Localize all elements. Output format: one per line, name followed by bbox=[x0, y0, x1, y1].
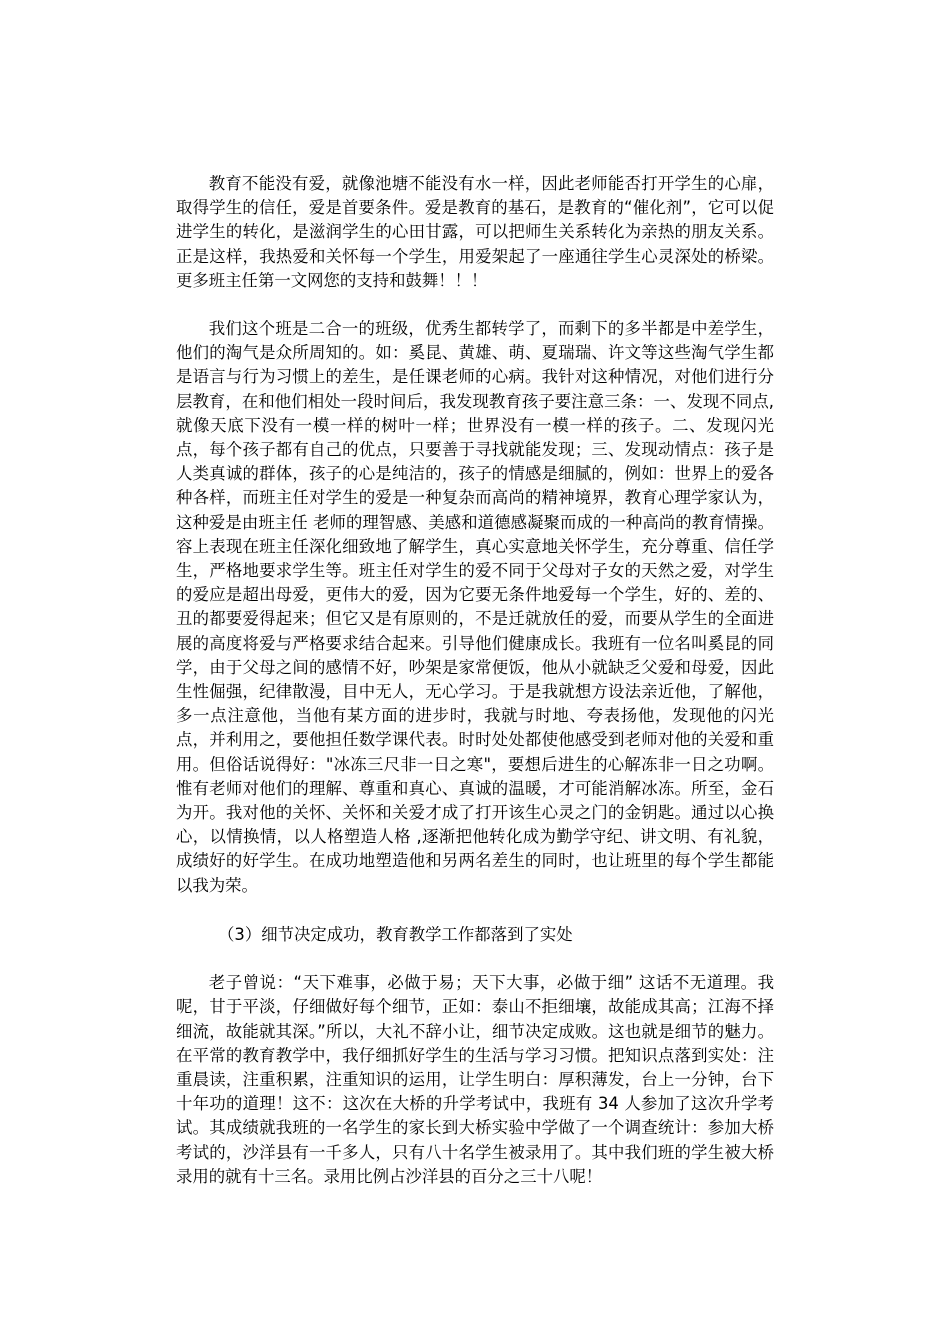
section-heading: （3）细节决定成功，教育教学工作都落到了实处 bbox=[218, 924, 573, 944]
paragraph-spacer bbox=[176, 898, 774, 923]
paragraph-spacer bbox=[176, 947, 774, 971]
paragraph-spacer bbox=[176, 293, 774, 317]
paragraph-class-story: 我们这个班是二合一的班级，优秀生都转学了，而剩下的多半都是中差学生，他们的淘气是众所周知的。如：奚昆、黄雄、萌、夏瑞瑞、许文等这些淘气学生都是语言与行为习惯上的差生，是任课老师的心病。我针对这种情况，对他们进行分层教育，在和他们相处一段时间后，我发现教育孩子要注意三条：一、发现不同点,就像天底下没有一模一样的树叶一样；世界没有一模一样的孩子。二、发现闪光点，每个孩子都有自己的优点，只要善于寻找就能发现；三、发现动情点：孩子是人类真诚的群体，孩子的心是纯洁的，孩子的情感是细腻的，例如：世界上的爱各种各样，而班主任对学生的爱是一种复杂而高尚的精神境界，教育心理学家认为，这种爱是由班主任 老师的理智感、美感和道德感凝聚而成的一种高尚的教育情操。容上表现在班主任深化细致地了解学生，真心实意地关怀学生，充分尊重、信任学生，严格地要求学生等。班主任对学生的爱不同于父母对子女的天然之爱，对学生的爱应是超出母爱，更伟大的爱，因为它要无条件地爱每一个学生，好的、差的、丑的都要爱得起来；但它又是有原则的，不是迁就放任的爱，而要从学生的全面进展的高度将爱与严格要求结合起来。引导他们健康成长。我班有一位名叫奚昆的同学，由于父母之间的感情不好，吵架是家常便饭，他从小就缺乏父爱和母爱，因此生性倔强，纪律散漫，目中无人，无心学习。于是我就想方设法亲近他，了解他，多一点注意他，当他有某方面的进步时，我就与时地、夸表扬他，发现他的闪光点，并利用之，要他担任数学课代表。时时处处都使他感受到老师对他的关爱和重用。但俗话说得好："冰冻三尺非一日之寒"，要想后进生的心解冻非一日之功啊。惟有老师对他们的理解、尊重和真心、真诚的温暖，才可能消解冰冻。所至，金石为开。我对他的关怀、关怀和关爱才成了打开该生心灵之门的金钥匙。通过以心换心，以情换情，以人格塑造人格 ,逐渐把他转化成为勤学守纪、讲文明、有礼貌，成绩好的好学生。在成功地塑造他和另两名差生的同时，也让班里的每个学生都能以我为荣。 bbox=[176, 319, 774, 895]
paragraph-love-education: 教育不能没有爱，就像池塘不能没有水一样，因此老师能否打开学生的心扉，取得学生的信任，爱是首要条件。爱是教育的基石，是教育的“催化剂”，它可以促进学生的转化，是滋润学生的心田甘露，可以把师生关系转化为亲热的朋友关系。正是这样，我热爱和关怀每一个学生，用爱架起了一座通往学生心灵深处的桥梁。更多班主任第一文网您的支持和鼓舞！！！ bbox=[176, 174, 774, 290]
document-page bbox=[176, 172, 774, 1189]
paragraph-details-matter: 老子曾说：“天下难事，必做于易；天下大事，必做于细” 这话不无道理。我呢，甘于平淡，仔细做好每个细节，正如：泰山不拒细壤，故能成其高；江海不择细流，故能就其深。”所以，大礼不辞小让，细节决定成败。这也就是细节的魅力。在平常的教育教学中，我仔细抓好学生的生活与学习习惯。把知识点落到实处：注重晨读，注重积累，注重知识的运用，让学生明白：厚积薄发，台上一分钟，台下十年功的道理！这不：这次在大桥的升学考试中，我班有 34 人参加了这次升学考试。其成绩就我班的一名学生的家长到大桥实验中学做了一个调查统计：参加大桥考试的，沙洋县有一千多人，只有八十名学生被录用了。其中我们班的学生被大桥录用的就有十三名。录用比例占沙洋县的百分之三十八呢！ bbox=[176, 973, 774, 1186]
